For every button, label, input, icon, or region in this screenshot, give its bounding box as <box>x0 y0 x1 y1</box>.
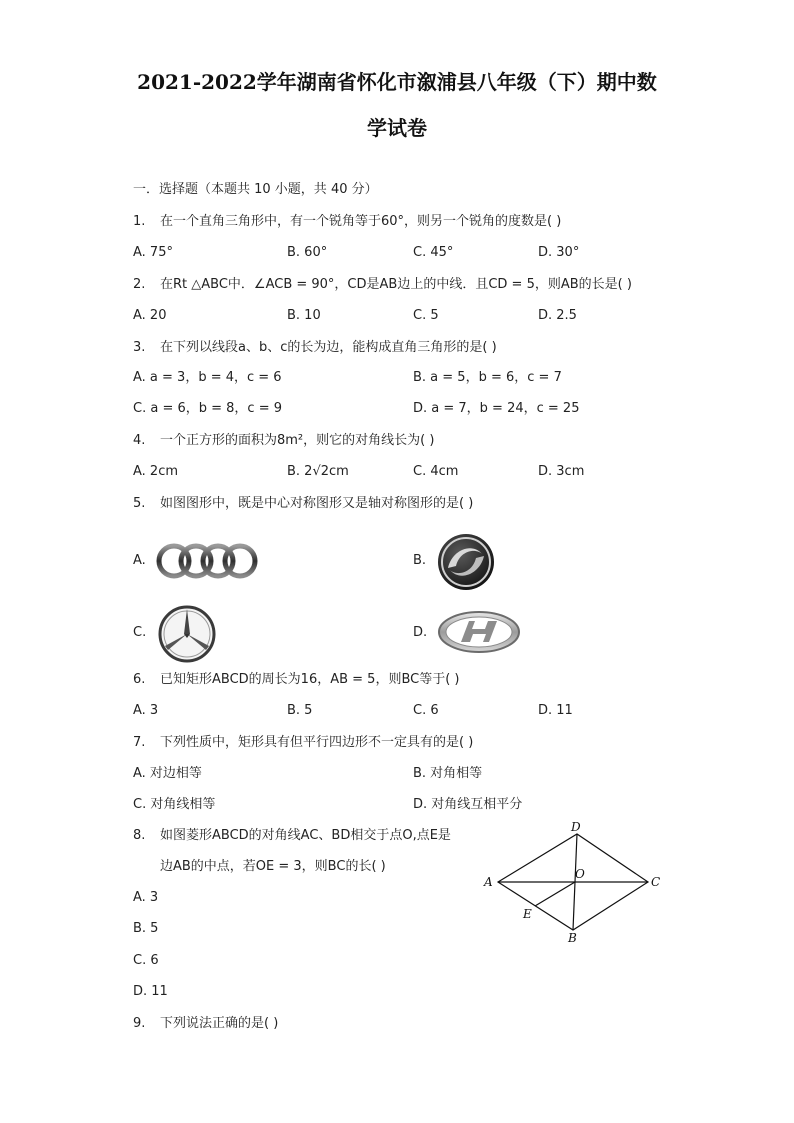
q5-option-c: C. <box>133 625 147 640</box>
q4-option-d: D. 3cm <box>538 464 585 479</box>
exam-title-line1: 2021-2022学年湖南省怀化市溆浦县八年级（下）期中数 <box>137 70 657 94</box>
q8-option-a: A. 3 <box>133 890 159 905</box>
q2-option-b: B. 10 <box>287 308 321 323</box>
q6-option-a: A. 3 <box>133 703 159 718</box>
label-d: D <box>571 820 581 834</box>
q8-text-line2: 边AB的中点，若OE = 3，则BC的长( ) <box>160 859 386 874</box>
q6-number: 6. <box>133 672 146 687</box>
q1-text: 在一个直角三角形中，有一个锐角等于60°，则另一个锐角的度数是( ) <box>160 214 562 229</box>
q8-option-b: B. 5 <box>133 921 159 936</box>
q2-text: 在Rt △ABC中．∠ACB = 90°，CD是AB边上的中线．且CD = 5，则AB的长是( ) <box>160 277 632 292</box>
q3-option-c: C. a = 6，b = 8，c = 9 <box>133 401 282 416</box>
label-e: E <box>523 907 532 921</box>
q9-text: 下列说法正确的是( ) <box>160 1016 279 1031</box>
q3-option-b: B. a = 5，b = 6，c = 7 <box>413 370 562 385</box>
exam-title-line2: 学试卷 <box>367 116 427 140</box>
q4-option-a: A. 2cm <box>133 464 179 479</box>
q7-option-c: C. 对角线相等 <box>133 797 216 812</box>
q5-text: 如图图形中，既是中心对称图形又是轴对称图形的是( ) <box>160 496 474 511</box>
q3-text: 在下列以线段a、b、c的长为边，能构成直角三角形的是( ) <box>160 340 497 355</box>
oval-h-logo-icon <box>437 610 521 654</box>
q4-option-c: C. 4cm <box>413 464 459 479</box>
q2-option-c: C. 5 <box>413 308 439 323</box>
q5-option-a: A. <box>133 553 146 568</box>
q7-number: 7. <box>133 735 146 750</box>
q7-text: 下列性质中，矩形具有但平行四边形不一定具有的是( ) <box>160 735 474 750</box>
q9-number: 9. <box>133 1016 146 1031</box>
rhombus-figure <box>480 820 670 945</box>
q6-option-c: C. 6 <box>413 703 439 718</box>
q5-number: 5. <box>133 496 146 511</box>
q2-option-a: A. 20 <box>133 308 167 323</box>
q4-number: 4. <box>133 433 146 448</box>
q5-option-b: B. <box>413 553 427 568</box>
q7-option-d: D. 对角线互相平分 <box>413 797 523 812</box>
q1-option-b: B. 60° <box>287 245 328 260</box>
q1-option-d: D. 30° <box>538 245 580 260</box>
label-a: A <box>484 875 493 889</box>
label-c: C <box>651 875 661 889</box>
q8-option-d: D. 11 <box>133 984 168 999</box>
q1-option-a: A. 75° <box>133 245 173 260</box>
q1-number: 1. <box>133 214 146 229</box>
q7-option-a: A. 对边相等 <box>133 766 202 781</box>
segment-oe <box>535 882 575 906</box>
q2-number: 2. <box>133 277 146 292</box>
q3-option-a: A. a = 3，b = 4，c = 6 <box>133 370 282 385</box>
q8-number: 8. <box>133 828 146 843</box>
section-heading: 一．选择题（本题共 10 小题，共 40 分） <box>133 182 378 197</box>
q2-option-d: D. 2.5 <box>538 308 577 323</box>
label-o: O <box>575 867 585 881</box>
q6-option-d: D. 11 <box>538 703 573 718</box>
q7-option-b: B. 对角相等 <box>413 766 483 781</box>
q3-number: 3. <box>133 340 146 355</box>
four-rings-logo-icon <box>155 540 259 582</box>
q5-option-d: D. <box>413 625 428 640</box>
q1-option-c: C. 45° <box>413 245 454 260</box>
circle-logo-icon <box>436 532 496 592</box>
three-pointed-star-logo-icon <box>157 604 217 664</box>
q4-option-b: B. 2√2cm <box>287 464 349 479</box>
q6-option-b: B. 5 <box>287 703 313 718</box>
q8-text: 如图菱形ABCD的对角线AC、BD相交于点O,点E是 <box>160 828 451 843</box>
q3-option-d: D. a = 7，b = 24，c = 25 <box>413 401 580 416</box>
label-b: B <box>568 931 577 945</box>
q6-text: 已知矩形ABCD的周长为16，AB = 5，则BC等于( ) <box>160 672 460 687</box>
q8-option-c: C. 6 <box>133 953 159 968</box>
q4-text: 一个正方形的面积为8m²，则它的对角线长为( ) <box>160 433 435 448</box>
